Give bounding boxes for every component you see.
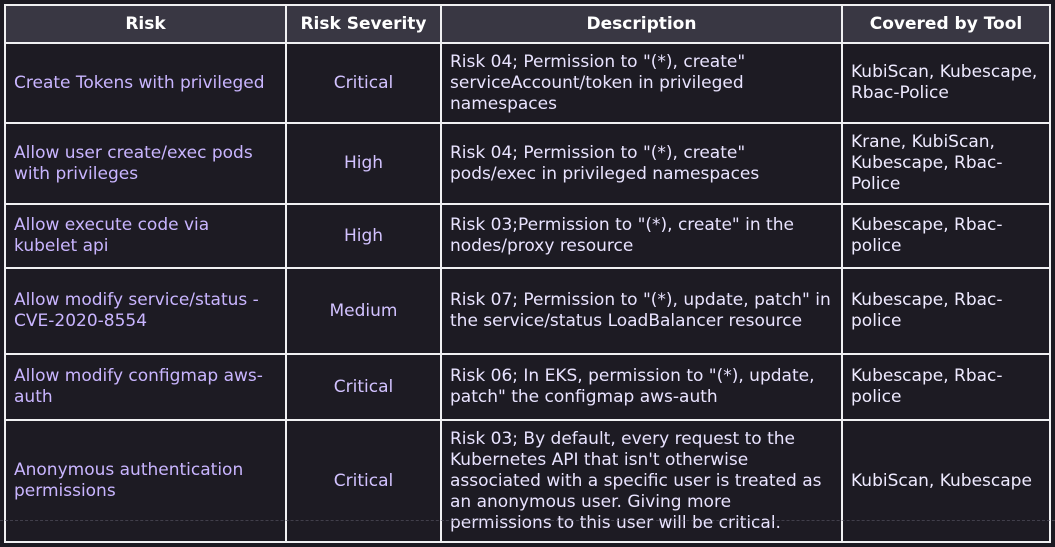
- severity-cell: Critical: [286, 43, 441, 123]
- description-cell: Risk 07; Permission to "(*), update, patch" in the service/status LoadBalancer resource: [441, 268, 842, 354]
- description-cell: Risk 06; In EKS, permission to "(*), update, patch" the configmap aws-auth: [441, 354, 842, 420]
- severity-cell: Critical: [286, 354, 441, 420]
- tool-cell: Krane, KubiScan, Kubescape, Rbac-Police: [842, 123, 1050, 204]
- risk-table-container: [4, 4, 1051, 543]
- dashed-divider: [0, 520, 1055, 521]
- header-risk-severity: Risk Severity: [286, 5, 441, 43]
- risk-cell: Allow modify service/status - CVE-2020-8554: [5, 268, 286, 354]
- severity-cell: Critical: [286, 420, 441, 542]
- severity-cell: High: [286, 123, 441, 204]
- header-description: Description: [441, 5, 842, 43]
- description-cell: Risk 04; Permission to "(*), create" serviceAccount/token in privileged namespaces: [441, 43, 842, 123]
- risk-cell: Allow modify configmap aws-auth: [5, 354, 286, 420]
- description-cell: Risk 03; By default, every request to the Kubernetes API that isn't otherwise associated with a specific user is treated as an anonymous user. Giving more permissions to this user will be critical.: [441, 420, 842, 542]
- tool-cell: Kubescape, Rbac-police: [842, 204, 1050, 268]
- description-cell: Risk 03;Permission to "(*), create" in the nodes/proxy resource: [441, 204, 842, 268]
- risk-cell: Create Tokens with privileged: [5, 43, 286, 123]
- table-row: [5, 268, 1050, 354]
- risk-cell: Anonymous authentication permissions: [5, 420, 286, 542]
- table-row: [5, 354, 1050, 420]
- tool-cell: KubiScan, Kubescape, Rbac-Police: [842, 43, 1050, 123]
- risk-table: [4, 4, 1051, 543]
- severity-cell: Medium: [286, 268, 441, 354]
- risk-cell: Allow user create/exec pods with privileges: [5, 123, 286, 204]
- table-header-row: [5, 5, 1050, 43]
- description-cell: Risk 04; Permission to "(*), create" pods/exec in privileged namespaces: [441, 123, 842, 204]
- header-covered-by-tool: Covered by Tool: [842, 5, 1050, 43]
- table-row: [5, 43, 1050, 123]
- tool-cell: Kubescape, Rbac-police: [842, 268, 1050, 354]
- severity-cell: High: [286, 204, 441, 268]
- risk-cell: Allow execute code via kubelet api: [5, 204, 286, 268]
- header-risk: Risk: [5, 5, 286, 43]
- tool-cell: Kubescape, Rbac-police: [842, 354, 1050, 420]
- tool-cell: KubiScan, Kubescape: [842, 420, 1050, 542]
- table-row: [5, 204, 1050, 268]
- table-row: [5, 123, 1050, 204]
- table-row: [5, 420, 1050, 542]
